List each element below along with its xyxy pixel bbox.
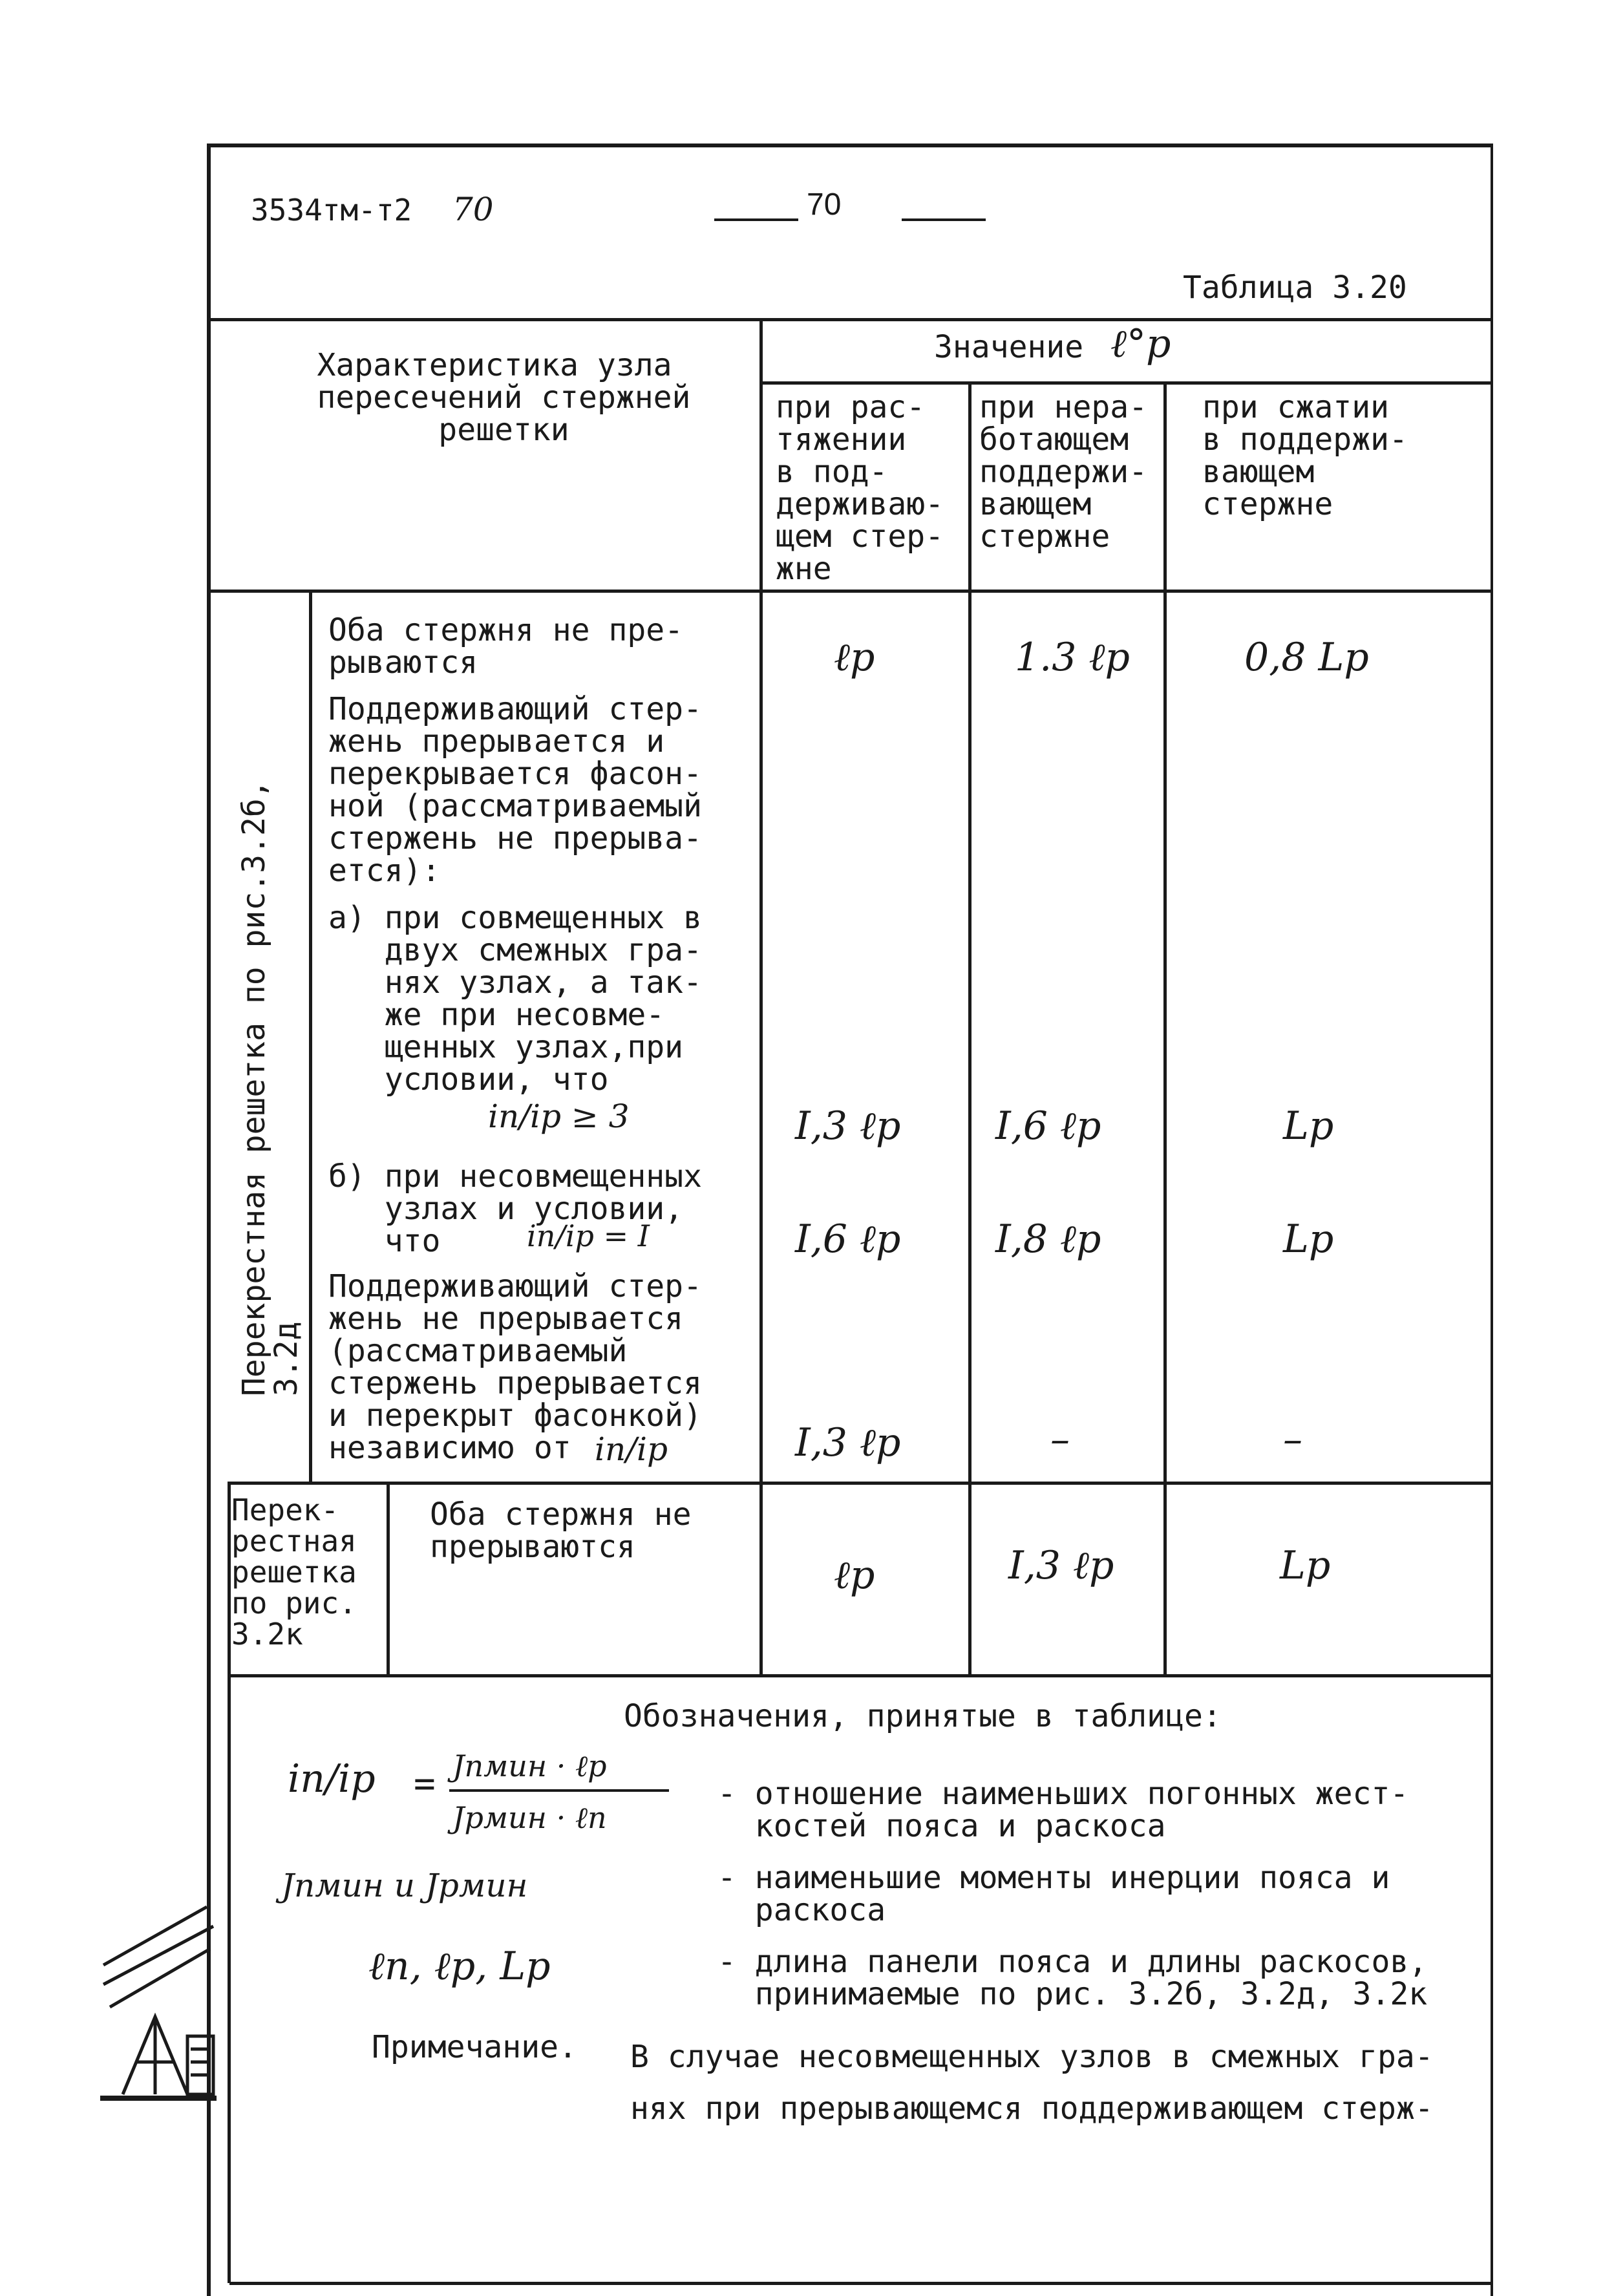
row3-v3: Lp [1283, 1103, 1334, 1149]
notation3-desc: - длина панели пояса и длины раскосов, принимаемые по рис. 3.2б, 3.2д, 3.2к [717, 1944, 1428, 2012]
row3-v2: I,6 ℓp [995, 1103, 1101, 1149]
page-number-dash-left [714, 218, 798, 221]
left-inner-border [228, 1482, 231, 2283]
sub-col-compression: при сжатии в поддержи- вающем стержне [1202, 389, 1408, 522]
row6-v3: Lp [1280, 1543, 1331, 1588]
row5-text: Поддерживающий стер- жень не прерывается (рассматриваемый стержень прерывается и перекрыт фасонкой) независимо от [328, 1268, 702, 1466]
group2-label-divider [387, 1482, 390, 1674]
sub-col-tension: при рас- тяжении в под- держиваю- щем стер- жне [776, 389, 944, 587]
row5-v1: I,3 ℓp [795, 1420, 901, 1465]
col2-divider [968, 381, 971, 1674]
row4-v2: I,8 ℓp [995, 1217, 1101, 1262]
col-node-header: Характеристика узла пересечений стержней решетки [317, 347, 691, 448]
group1-label: Перекрестная решетка по рис.3.2б, 3.2д [236, 780, 304, 1396]
fraction-bar [449, 1789, 669, 1792]
value-header-line [763, 381, 1493, 385]
row1-text: Оба стержня не пре- рываются [328, 612, 684, 681]
page-number-dash-right [902, 218, 986, 221]
notation1-numerator: Jnмин · ℓp [452, 1749, 607, 1783]
table-top-line [207, 318, 1493, 321]
header-bottom-line [207, 590, 1493, 593]
notation2-desc: - наименьшие моменты инерции пояса и раскоса [717, 1860, 1390, 1928]
page-bottom-line [229, 2282, 1493, 2285]
note-label: Примечание. [372, 2029, 577, 2065]
equals-sign: = [414, 1763, 436, 1805]
note-text: В случае несовмещенных узлов в смежных гра- нях при прерывающемся поддерживающем стерж- [630, 2039, 1434, 2127]
doc-code-hand: 70 [452, 191, 494, 228]
group2-label: Перек- рестная решетка по рис. 3.2к [231, 1493, 357, 1652]
row3-text: а) при совмещенных в двух смежных гра- нях узлах, а так- же при несовме- щенных узлах,при условии, что [328, 900, 702, 1098]
notation3-symbol: ℓn, ℓp, Lp [368, 1944, 551, 1989]
notation1-desc: - отношение наименьших погонных жест- костей пояса и раскоса [717, 1776, 1409, 1844]
row4-v3: Lp [1283, 1217, 1334, 1262]
notation1-denominator: Jpмин · ℓn [452, 1800, 607, 1835]
group1-label-divider [309, 590, 312, 1482]
doc-code: 3534тм-т2 [251, 193, 412, 228]
row5-condition: in/ip [595, 1430, 668, 1468]
table-bottom-line [229, 1674, 1493, 1677]
group-divider-line [229, 1482, 1493, 1485]
col-value-symbol: ℓ°p [1110, 321, 1171, 367]
archive-stamp-icon [97, 1887, 220, 2101]
table-label: Таблица 3.20 [1183, 270, 1407, 306]
col-value-header: Значение [934, 329, 1084, 365]
col-value-divider [759, 318, 763, 1674]
notation-title: Обозначения, принятые в таблице: [624, 1698, 1222, 1734]
row2-text: Поддерживающий стер- жень прерывается и перекрывается фасон- ной (рассматриваемый стержень не прерыва- ется): [328, 691, 702, 889]
notation1-symbol: in/ip [288, 1756, 376, 1802]
col3-divider [1163, 381, 1167, 1674]
row1-v1: ℓp [834, 635, 875, 680]
row3-v1: I,3 ℓp [795, 1103, 901, 1149]
notation2-symbol: Jnмин и Jpмин [281, 1867, 528, 1904]
sub-col-idle: при нера- ботающем поддержи- вающем стержне [979, 389, 1148, 555]
row1-v3: 0,8 Lp [1244, 635, 1369, 680]
row4-v1: I,6 ℓp [795, 1217, 901, 1262]
row6-v1: ℓp [834, 1553, 875, 1598]
row1-v2: 1.3 ℓp [1015, 635, 1130, 680]
row6-text: Оба стержня не прерываются [430, 1496, 692, 1565]
row6-v2: I,3 ℓp [1008, 1543, 1114, 1588]
row5-v3: – [1283, 1417, 1302, 1462]
row4-text: б) при несовмещенных узлах и условии, что [328, 1158, 702, 1259]
row3-condition: in/ip ≥ 3 [488, 1098, 630, 1135]
page-number: 70 [807, 187, 842, 222]
row4-condition: in/ip = I [527, 1218, 650, 1253]
row5-v2: – [1050, 1417, 1070, 1462]
